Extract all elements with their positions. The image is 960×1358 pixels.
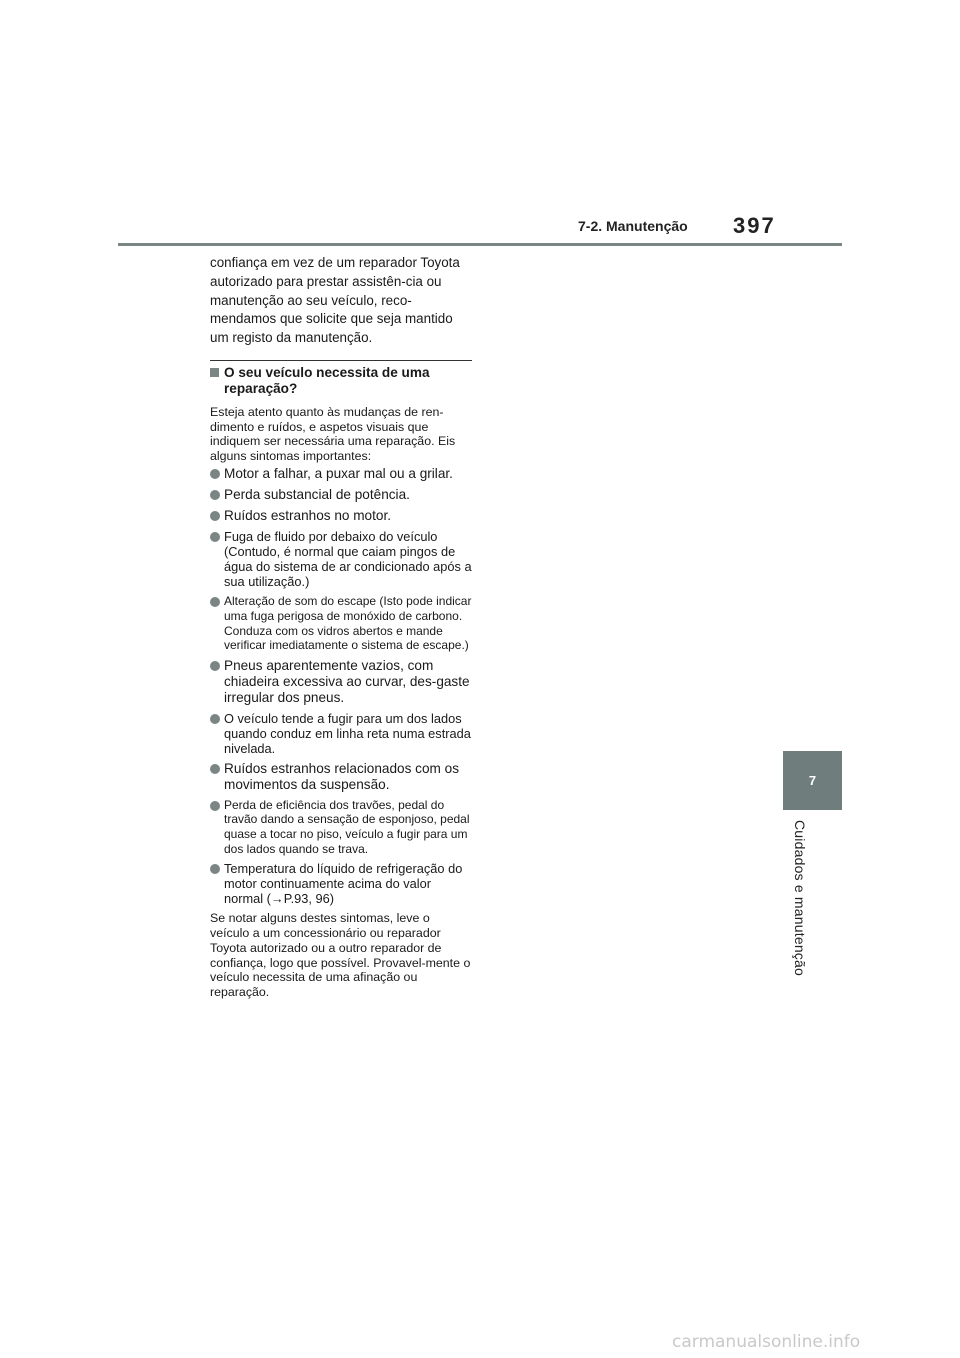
bullet-icon	[210, 714, 220, 724]
list-item	[210, 658, 472, 706]
section-title: 7-2. Manutenção	[578, 218, 688, 234]
list-item	[210, 529, 472, 589]
header-divider	[118, 243, 842, 246]
list-item	[210, 466, 472, 482]
list-item	[210, 861, 472, 906]
list-item-text: Alteração de som do escape (Isto pode indicar uma fuga perigosa de monóxido de carbono. Conduza com os vidros abertos e mande verificar imediatamente o sistema de escape.)	[224, 594, 472, 653]
chapter-title: Cuidados e manutenção	[792, 820, 808, 976]
bullet-icon	[210, 864, 220, 874]
bullet-icon	[210, 469, 220, 479]
watermark: carmanualsonline.info	[672, 1332, 861, 1352]
list-item-text: Pneus aparentemente vazios, com chiadeira excessiva ao curvar, des-gaste irregular dos pneus.	[224, 657, 470, 705]
chapter-number: 7	[808, 773, 817, 788]
list-item	[210, 594, 472, 652]
bullet-icon	[210, 597, 220, 607]
list-item	[210, 508, 472, 524]
chapter-tab[interactable]	[783, 751, 842, 810]
bullet-icon	[210, 661, 220, 671]
list-item-text: Motor a falhar, a puxar mal ou a grilar.	[224, 466, 453, 482]
list-item	[210, 487, 472, 503]
content-column	[210, 254, 472, 1012]
list-item	[210, 798, 472, 856]
list-item	[210, 711, 472, 756]
bullet-icon	[210, 801, 220, 811]
square-bullet-icon	[210, 368, 219, 377]
bullet-icon	[210, 511, 220, 521]
section-lead: Esteja atento quanto às mudanças de ren-dimento e ruídos, e aspetos visuais que indiquem ser necessária uma reparação. Eis alguns sintomas importantes:	[210, 404, 456, 463]
list-item-text: Ruídos estranhos no motor.	[224, 508, 391, 524]
intro-paragraph: confiança em vez de um reparador Toyota autorizado para prestar assistên-cia ou manutenção ao seu veículo, reco-mendamos que solicite que seja mantido um registo da manutenção.	[210, 255, 460, 346]
bullet-icon	[210, 532, 220, 542]
list-item-text: Temperatura do líquido de refrigeração do motor continuamente acima do valor normal (→P.93, 96)	[224, 861, 463, 907]
symptom-list	[210, 466, 472, 906]
section-heading-text: O seu veículo necessita de uma reparação?	[224, 364, 430, 396]
closing-paragraph: Se notar alguns destes sintomas, leve o veículo a um concessionário ou reparador Toyota autorizado ou a outro reparador de confiança, logo que possível. Provavel-mente o veículo necessita de uma afinação ou reparação.	[210, 911, 471, 1000]
bullet-icon	[210, 764, 220, 774]
list-item-text: Ruídos estranhos relacionados com os movimentos da suspensão.	[224, 760, 459, 792]
list-item-text: O veículo tende a fugir para um dos lados quando conduz em linha reta numa estrada nivelada.	[224, 710, 471, 756]
section-divider	[210, 360, 472, 361]
list-item-text: Fuga de fluido por debaixo do veículo (Contudo, é normal que caiam pingos de água do sistema de ar condicionado após a sua utilização.)	[224, 529, 472, 590]
page-number: 397	[733, 213, 776, 238]
list-item	[210, 761, 472, 793]
list-item-text: Perda de eficiência dos travões, pedal do travão dando a sensação de esponjoso, pedal quase a tocar no piso, veículo a fugir para um dos lados quando se trava.	[224, 797, 470, 856]
section-heading	[210, 365, 472, 397]
list-item-text: Perda substancial de potência.	[224, 487, 410, 503]
bullet-icon	[210, 490, 220, 500]
